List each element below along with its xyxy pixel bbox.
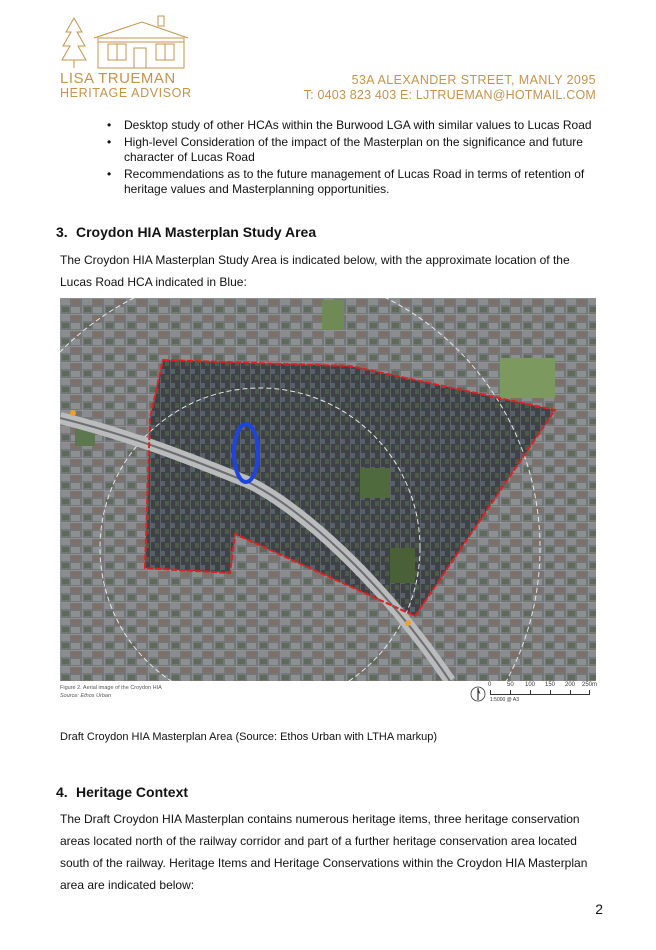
scale-tick-label: 100 — [525, 682, 536, 688]
aerial-map-graphic — [60, 298, 596, 681]
scale-tick-label: 50 — [507, 682, 514, 688]
section-4-body: The Draft Croydon HIA Masterplan contains numerous heritage items, three heritage conservation areas located north of the railway corridor and part of a further heritage conservation area located south of the railway. Heritage Items and Heritage Conservations within the Croydon HIA Masterplan area are indicated below: — [60, 812, 588, 892]
scale-tick-label: 200 — [565, 682, 576, 688]
figure-label: Figure 2. Aerial image of the Croydon HIA — [60, 685, 162, 691]
scale-ratio: 1:5000 @ A3 — [490, 697, 519, 703]
north-arrow-icon — [470, 686, 486, 702]
section-3-intro: The Croydon HIA Masterplan Study Area is indicated below, with the approximate location of the Lucas Road HCA indicated in Blue: — [60, 253, 570, 289]
scope-bullet-list — [107, 118, 607, 199]
scale-tick-label: 0 — [488, 682, 492, 688]
aerial-map-image — [60, 298, 596, 681]
house-tree-logo — [60, 12, 190, 72]
section-number: 4. — [56, 784, 68, 800]
list-item: • Desktop study of other HCAs within the Burwood LGA with similar values to Lucas Road — [107, 118, 607, 133]
scale-tick-label: 150 — [545, 682, 556, 688]
letterhead-contact: T: 0403 823 403 E: LJTRUEMAN@HOTMAIL.COM — [303, 88, 596, 102]
section-4-heading — [56, 784, 188, 800]
brand-subtitle: HERITAGE ADVISOR — [60, 86, 192, 100]
list-item: • Recommendations as to the future management of Lucas Road in terms of retention of heritage values and Masterplanning opportunities. — [107, 167, 607, 197]
list-item: • High-level Consideration of the impact of the Masterplan on the significance and future character of Lucas Road — [107, 135, 607, 165]
section-title: Heritage Context — [76, 784, 189, 800]
brand-name: LISA TRUEMAN — [60, 70, 176, 87]
letterhead-address: 53A ALEXANDER STREET, MANLY 2095 — [351, 73, 596, 87]
scale-tick-label: 250m — [582, 682, 598, 688]
figure-source: Source: Ethos Urban — [60, 693, 112, 699]
page-number: 2 — [595, 901, 603, 917]
section-number: 3. — [56, 224, 68, 240]
map-scale-bar — [488, 682, 598, 706]
figure-caption: Draft Croydon HIA Masterplan Area (Source: Ethos Urban with LTHA markup) — [60, 731, 438, 743]
section-title: Croydon HIA Masterplan Study Area — [76, 224, 317, 240]
section-3-heading — [56, 224, 316, 240]
